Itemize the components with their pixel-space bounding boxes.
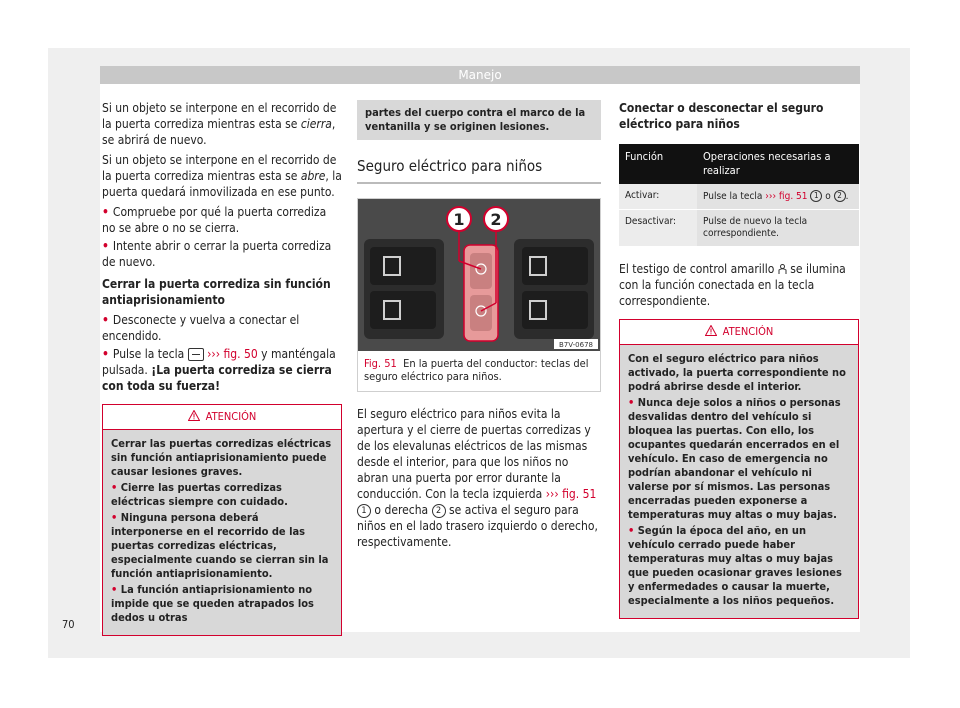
list-item: • Intente abrir o cerrar la puerta corrediza de nuevo. [102,239,332,269]
table-header: Función [619,144,697,184]
column-middle [357,100,601,554]
list-item: • Según la época del año, en un vehículo cerrado puede haber temperaturas muy altas o muy bajas que pueden ocasionar graves lesiones y enfermedades o causar la muerte, especialmente a los niños pequeños. [628,524,842,607]
paragraph-child-lock: El seguro eléctrico para niños evita la apertura y el cierre de puertas corredizas y de los elevalunas eléctricos de las mismas desde el interior, para que los niños no abran una puerta por error durante la conducción. Con la tecla izquierda ››› fig. 51 1 o derecha 2 se activa el seguro para niños en el lado trasero izquierdo o derecho, respectivamente. [357,407,598,549]
callout-ref-2: 2 [432,504,446,518]
section-title: Seguro eléctrico para niños [357,158,601,184]
column-right [619,100,859,619]
warning-continuation: partes del cuerpo contra el marco de la ventanilla y se originen lesiones. [357,100,601,140]
warning-triangle-icon [705,325,717,336]
warning-header: ATENCIÓN [620,320,858,345]
figure-link[interactable]: ››› fig. 51 [765,191,808,202]
section-header: Manejo [458,68,502,82]
figure-image [358,199,600,351]
table-header: Operaciones necesarias a realizar [697,144,859,184]
callout-ref-1: 1 [357,504,371,518]
paragraph-open: Si un objeto se interpone en el recorrido de la puerta corrediza mientras esta se abre, la puerta quedará inmovilizada en ese punto. [102,153,342,199]
subheading: Cerrar la puerta corrediza sin función antiaprisionamiento [102,277,331,307]
list-item: • La función antiaprisionamiento no impide que se queden atrapados los dedos u otras [111,583,314,624]
list-item: • Compruebe por qué la puerta corrediza no se abre o no se cierra. [102,205,327,235]
door-key-icon [188,348,204,361]
figure-code: B7V-0678 [559,341,593,349]
list-item: • Pulse la tecla ››› fig. 50 y manténgala pulsada. ¡La puerta corrediza se cierra con toda su fuerza! [102,347,336,393]
paragraph-lamp: El testigo de control amarillo se ilumina con la función conectada en la tecla correspondiente. [619,262,846,308]
table-row: Desactivar: Pulse de nuevo la tecla correspondiente. [619,210,859,247]
callout-2: 2 [490,210,502,229]
figure-caption: Fig. 51 En la puerta del conductor: teclas del seguro eléctrico para niños. [364,357,589,383]
table-row: Activar: Pulse la tecla ››› fig. 51 1 o 2 . [619,184,859,210]
warning-box [102,404,342,636]
warning-box [619,319,859,619]
child-lock-lamp-icon [778,264,787,275]
operations-table [619,144,859,247]
door-switch-panel-illustration [358,199,600,351]
warning-body: Con el seguro eléctrico para niños activado, la puerta correspondiente no podrá abrirse desde el interior. • Nunca deje solos a niños o personas desvalidas dentro del vehículo si bloquea las puertas. Con ello, los ocupantes quedarán encerrados en el vehículo. En caso de emergencia no podrían abandonar el vehículo ni valerse por sí mismos. Las personas encerradas pueden exponerse a temperaturas muy altas o muy bajas. • Según la época del año, en un vehículo cerrado puede haber temperaturas muy altas o muy bajas que pueden ocasionar graves lesiones y enfermedades o causar la muerte, especialmente a los niños pequeños. [620,345,858,618]
paragraph-close: Si un objeto se interpone en el recorrido de la puerta corrediza mientras esta se cierra, se abrirá de nuevo. [102,101,337,147]
warning-triangle-icon [188,410,200,421]
list-item: • Cierre las puertas corredizas eléctricas siempre con cuidado. [111,481,288,508]
figure [357,198,601,392]
callout-1: 1 [453,210,465,229]
list-item: • Desconecte y vuelva a conectar el encendido. [102,313,300,343]
warning-body: Cerrar las puertas corredizas eléctricas sin función antiaprisionamiento puede causar lesiones graves. • Cierre las puertas corredizas eléctricas siempre con cuidado. • Ninguna persona deberá interponerse en el recorrido de las puertas corredizas eléctricas, especialmente cuando se cierran sin la función antiaprisionamiento. • La función antiaprisionamiento no impide que se queden atrapados los dedos u otras [103,430,341,635]
page-number: 70 [62,618,75,631]
figure-link[interactable]: ››› fig. 51 [545,487,597,501]
warning-header: ATENCIÓN [103,405,341,430]
column-left [102,100,342,636]
list-item: • Ninguna persona deberá interponerse en el recorrido de las puertas corredizas eléctricas, especialmente cuando se cierran sin la función antiaprisionamiento. [111,511,329,580]
subheading: Conectar o desconectar el seguro eléctrico para niños [619,101,824,131]
figure-link[interactable]: ››› fig. 50 [207,347,258,361]
list-item: • Nunca deje solos a niños o personas desvalidas dentro del vehículo si bloquea las puertas. Con ello, los ocupantes quedarán encerrados en el vehículo. En caso de emergencia no podrían abandonar el vehículo ni valerse por sí mismos. Las personas encerradas pueden exponerse a temperaturas muy altas o muy bajas. [628,396,841,521]
